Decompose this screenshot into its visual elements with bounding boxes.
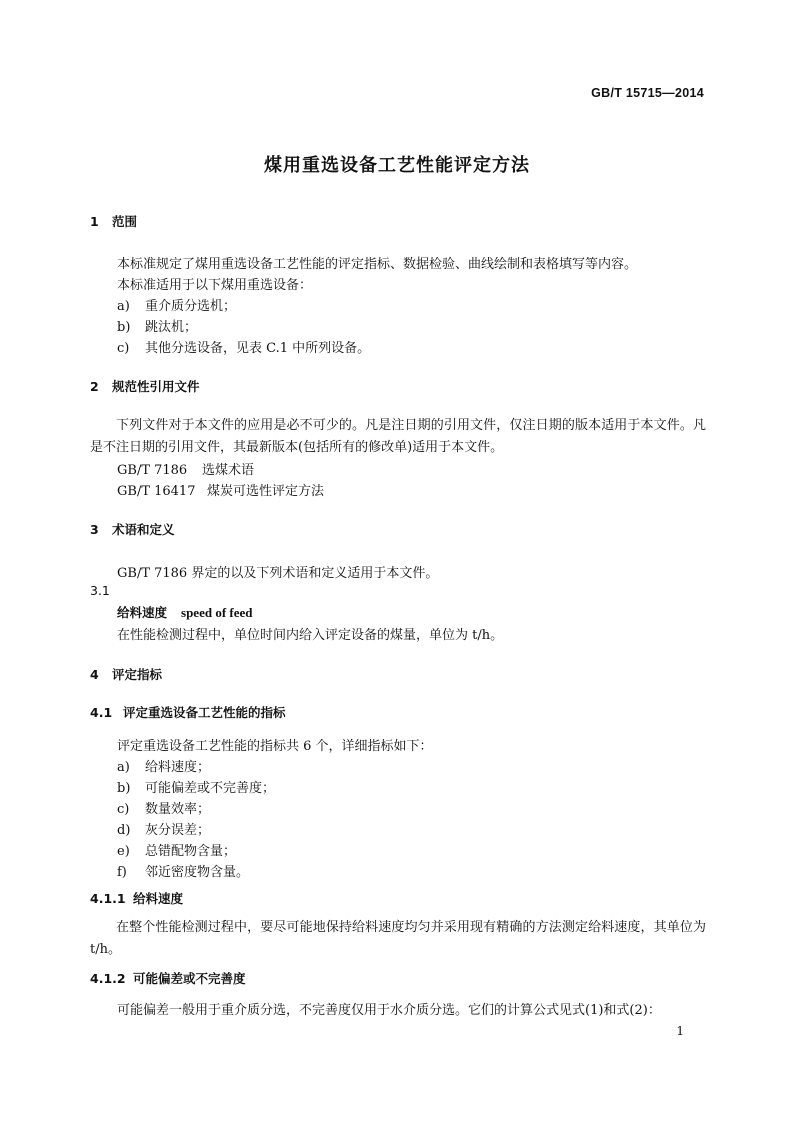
paragraph: GB/T 7186 界定的以及下列术语和定义适用于本文件。 [117, 566, 439, 581]
subsection-4-1-heading [90, 703, 286, 721]
subsection-number: 4.1.2 [90, 971, 126, 986]
list-item-text: 总错配物含量； [145, 844, 237, 859]
list-item-tag: e) [117, 844, 130, 859]
list-item-tag: f) [117, 865, 127, 880]
list-item-tag: b) [117, 320, 131, 335]
reference-item [117, 459, 254, 478]
term-definition: 在性能检测过程中，单位时间内给入评定设备的煤量，单位为 t/h。 [117, 628, 504, 643]
list-item-tag: b) [117, 781, 131, 796]
section-2-heading [90, 377, 200, 395]
paragraph: 本标准规定了煤用重选设备工艺性能的评定指标、数据检验、曲线绘制和表格填写等内容。 [117, 257, 638, 272]
list-item-text: 给料速度； [145, 760, 211, 775]
reference-name: 选煤术语 [202, 463, 255, 478]
subsection-4-1-1-heading [90, 889, 183, 907]
list-item-text: 灰分误差； [145, 823, 211, 838]
section-title: 评定指标 [112, 667, 163, 682]
document-title: 煤用重选设备工艺性能评定方法 [264, 155, 530, 176]
section-number: 2 [90, 379, 99, 394]
subsection-number: 4.1.1 [90, 891, 126, 906]
list-item-text: 重介质分选机； [145, 299, 237, 314]
standard-id: GB/T 15715—2014 [591, 86, 704, 100]
list-item [117, 777, 275, 796]
paragraph: 在整个性能检测过程中，要尽可能地保持给料速度均匀并采用现有精确的方法测定给料速度，其单位为 t/h。 [90, 920, 706, 957]
term-heading [117, 603, 253, 621]
list-item-text: 邻近密度物含量。 [145, 865, 250, 880]
list-item [117, 316, 197, 335]
list-item [117, 337, 370, 356]
subsection-title: 评定重选设备工艺性能的指标 [123, 705, 286, 720]
section-number: 3 [90, 522, 99, 537]
list-item [117, 861, 249, 880]
reference-code: GB/T 16417 [117, 484, 196, 499]
subsection-title: 可能偏差或不完善度 [133, 971, 246, 986]
list-item [117, 756, 210, 775]
list-item-tag: a) [117, 760, 130, 775]
list-item-text: 跳汰机； [145, 320, 198, 335]
term-english: speed of feed [181, 605, 253, 620]
reference-code: GB/T 7186 [117, 463, 188, 478]
subsection-number: 4.1 [90, 705, 113, 720]
paragraph: 可能偏差一般用于重介质分选，不完善度仅用于水介质分选。它们的计算公式见式(1)和式(2)： [117, 1003, 661, 1018]
reference-item [117, 480, 324, 499]
list-item-tag: c) [117, 341, 130, 356]
section-3-heading [90, 520, 175, 538]
list-item [117, 840, 236, 859]
section-title: 规范性引用文件 [112, 379, 200, 394]
list-item-tag: d) [117, 823, 131, 838]
list-item [117, 295, 236, 314]
paragraph: 本标准适用于以下煤用重选设备： [117, 278, 313, 293]
section-number: 4 [90, 667, 99, 682]
reference-name: 煤炭可选性评定方法 [207, 484, 325, 499]
list-item [117, 798, 210, 817]
subsection-title: 给料速度 [133, 891, 184, 906]
list-item-tag: a) [117, 299, 130, 314]
list-item-tag: c) [117, 802, 130, 817]
list-item-text: 可能偏差或不完善度； [145, 781, 276, 796]
page-number: 1 [676, 1024, 684, 1038]
list-item-text: 其他分选设备，见表 C.1 中所列设备。 [145, 341, 371, 356]
list-item [117, 819, 210, 838]
section-title: 术语和定义 [112, 522, 175, 537]
subsection-4-1-2-heading [90, 969, 246, 987]
list-item-text: 数量效率； [145, 802, 211, 817]
paragraph: 下列文件对于本文件的应用是必不可少的。凡是注日期的引用文件，仅注日期的版本适用于本文件。凡是不注日期的引用文件，其最新版本(包括所有的修改单)适用于本文件。 [90, 418, 706, 455]
section-title: 范围 [112, 214, 138, 229]
term-chinese: 给料速度 [117, 605, 168, 620]
section-number: 1 [90, 214, 99, 229]
section-4-heading [90, 665, 162, 683]
paragraph: 评定重选设备工艺性能的指标共 6 个，详细指标如下： [117, 739, 433, 754]
section-1-heading [90, 212, 137, 230]
term-number: 3.1 [90, 583, 110, 598]
